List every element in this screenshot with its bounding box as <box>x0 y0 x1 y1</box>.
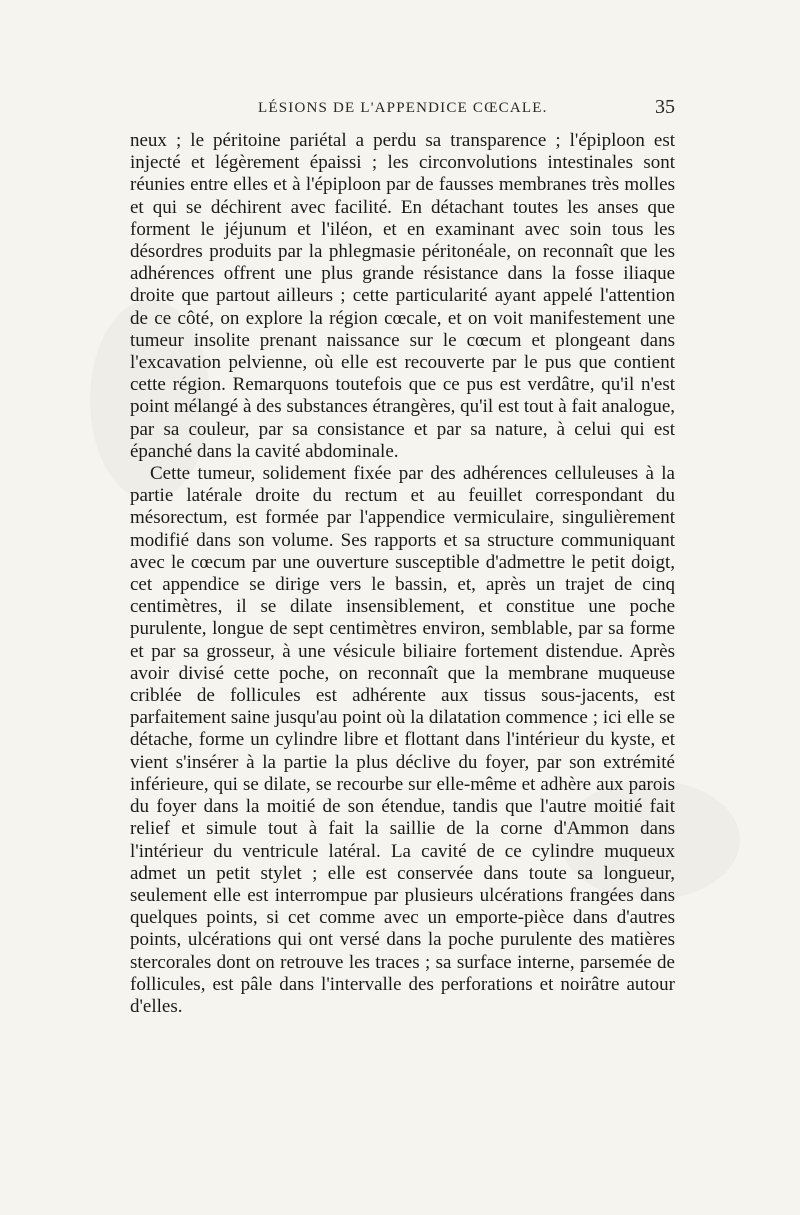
paragraph-tumeur: Cette tumeur, solidement fixée par des adhérences celluleuses à la partie latérale droite du rectum et au feuillet correspondant du mésorectum, est formée par l'appendice vermiculaire, singulièrement modifié dans son volume. Ses rapports et sa structure communiquant avec le cœcum par une ouverture susceptible d'admettre le petit doigt, cet appendice se dirige vers le bassin, et, après un trajet de cinq centimètres, il se dilate insensiblement, et constitue une poche purulente, longue de sept centimètres environ, semblable, par sa forme et par sa grosseur, à une vésicule biliaire fortement distendue. Après avoir divisé cette poche, on reconnaît que la membrane muqueuse criblée de follicules est adhérente aux tissus sous-jacents, est parfaitement saine jusqu'au point où la dilatation commence ; ici elle se détache, forme un cylindre libre et flottant dans l'intérieur du kyste, et vient s'insérer à la partie la plus déclive du foyer, par son extrémité inférieure, qui se dilate, se recourbe sur elle-même et adhère aux parois du foyer dans la moitié de son étendue, tandis que l'autre moitié fait relief et simule tout à fait la saillie de la corne d'Ammon dans l'intérieur du ventricule latéral. La cavité de ce cylindre muqueux admet un petit stylet ; elle est conservée dans toute sa longueur, seulement elle est interrompue par plusieurs ulcérations frangées dans quelques points, si cet comme avec un emporte-pièce dans d'autres points, ulcérations qui ont versé dans la poche purulente des matières stercorales dont on retrouve les traces ; sa surface interne, parsemée de follicules, est pâle dans l'intervalle des perforations et noirâtre autour d'elles. <box>130 463 675 1017</box>
running-title: LÉSIONS DE L'APPENDICE CŒCALE. <box>258 100 548 116</box>
page-number: 35 <box>655 96 675 118</box>
running-head <box>130 96 675 124</box>
body-text <box>130 130 675 1018</box>
paragraph-continued: neux ; le péritoine pariétal a perdu sa transparence ; l'épiploon est injecté et légèrement épaissi ; les circonvolutions intestinales sont réunies entre elles et à l'épiploon par de fausses membranes très molles et qui se déchirent avec facilité. En détachant toutes les anses que forment le jéjunum et l'iléon, et en examinant avec soin tous les désordres produits par la phlegmasie péritonéale, on reconnaît que les adhérences offrent une plus grande résistance dans la fosse iliaque droite que partout ailleurs ; cette particularité ayant appelé l'attention de ce côté, on explore la région cœcale, et on voit manifestement une tumeur insolite prenant naissance sur le cœcum et plongeant dans l'excavation pelvienne, où elle est recouverte par le pus que contient cette région. Remarquons toutefois que ce pus est verdâtre, qu'il n'est point mélangé à des substances étrangères, qu'il est tout à fait analogue, par sa couleur, par sa consistance et par sa nature, à celui qui est épanché dans la cavité abdominale. <box>130 130 675 462</box>
